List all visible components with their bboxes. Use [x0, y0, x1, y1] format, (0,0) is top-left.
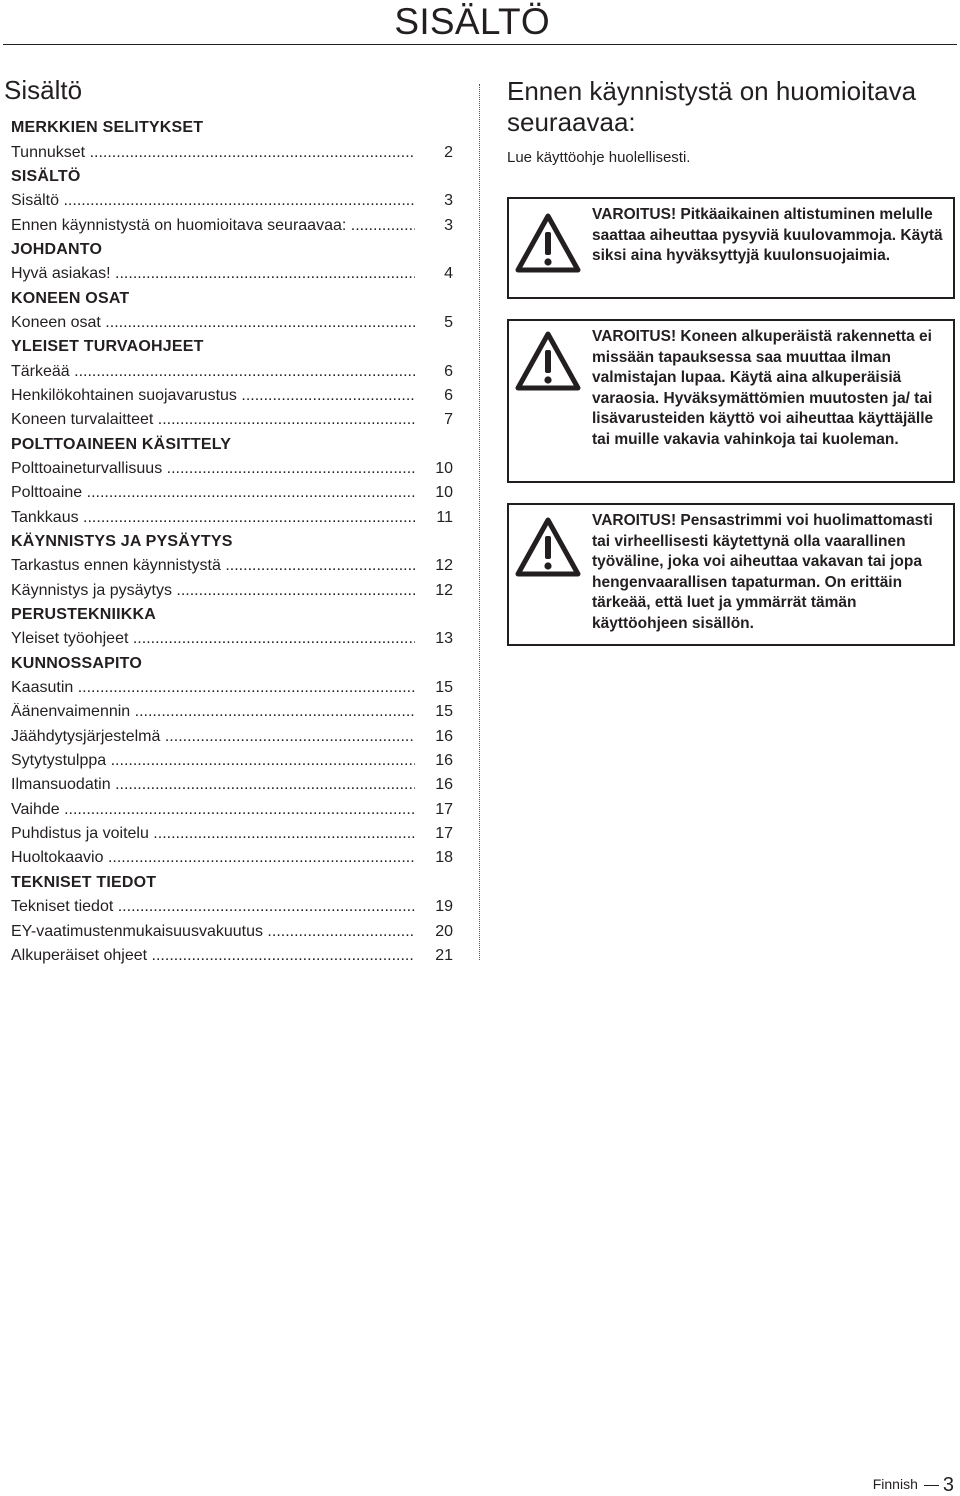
toc-section-label: KÄYNNISTYS JA PYSÄYTYS: [11, 533, 233, 551]
toc-entry-label: Polttoaine .....: [11, 484, 415, 502]
warning-text: VAROITUS! Pitkäaikainen altistuminen melulle saattaa aiheuttaa pysyviä kuulovammoja. Käytä siksi aina hyväksyttyjä kuulonsuojaimia.: [592, 206, 943, 265]
toc-page-number: 3: [444, 216, 453, 234]
warning-triangle-icon: [515, 331, 581, 391]
toc-page-number: 5: [444, 313, 453, 331]
toc-entry: [11, 481, 456, 505]
toc-entry-label: Tunnukset .....: [11, 144, 415, 162]
toc-section-heading: [11, 116, 456, 140]
toc-page-number: 15: [435, 679, 453, 697]
toc-section-label: POLTTOAINEEN KÄSITTELY: [11, 435, 232, 453]
pre-start-section: [507, 76, 957, 168]
toc-section-heading: [11, 238, 456, 262]
toc-page-number: 18: [435, 849, 453, 867]
toc-entry: [11, 213, 456, 237]
toc-page-number: 15: [435, 703, 453, 721]
toc-page-number: 6: [444, 386, 453, 404]
toc-page-number: 7: [444, 411, 453, 429]
toc-page-number: 12: [435, 581, 453, 599]
toc-entry-label: Puhdistus ja voitelu .....: [11, 825, 415, 843]
toc-entry: [11, 700, 456, 724]
toc-entry-label: Hyvä asiakas! .....: [11, 265, 415, 283]
toc-entry-label: Ennen käynnistystä on huomioitava seuraavaa: .....: [11, 217, 415, 235]
toc-entry: [11, 311, 456, 335]
warning-text: VAROITUS! Pensastrimmi voi huolimattomasti tai virheellisesti käytettynä olla vaarallinen työväline, joka voi aiheuttaa vakavan tai jopa hengenvaarallisen tapaturman. On erittäin tärkeää, että luet ja ymmärrät tämän käyttöohjeen sisällön.: [592, 512, 933, 632]
toc-entry-label: Tarkastus ennen käynnistystä .....: [11, 557, 415, 575]
toc-entry-label: Yleiset työohjeet .....: [11, 630, 415, 648]
toc-page-number: 10: [435, 459, 453, 477]
toc-entry: [11, 359, 456, 383]
toc-page-number: 16: [435, 776, 453, 794]
toc-entry-label: Ilmansuodatin .....: [11, 776, 415, 794]
toc-entry-label: Sytytystulppa .....: [11, 752, 415, 770]
toc-title: Sisältö: [4, 75, 83, 105]
toc-page-number: 17: [435, 825, 453, 843]
toc-page-number: 19: [435, 898, 453, 916]
toc-page-number: 10: [435, 484, 453, 502]
toc-entry: [11, 749, 456, 773]
footer-language: Finnish: [872, 1476, 918, 1492]
toc-page-number: 4: [444, 265, 453, 283]
toc-section-heading: [11, 871, 456, 895]
toc-entry-label: Henkilökohtainen suojavarustus .....: [11, 387, 415, 405]
toc-section-heading: [11, 530, 456, 554]
toc-entry: [11, 895, 456, 919]
table-of-contents: [4, 72, 456, 968]
page-header-title: SISÄLTÖ: [394, 1, 550, 42]
toc-entry: [11, 798, 456, 822]
warning-box-modifications: [507, 319, 955, 483]
toc-entry: [11, 384, 456, 408]
footer-dash: [924, 1485, 939, 1486]
toc-page-number: 21: [435, 946, 453, 964]
toc-entry: [11, 408, 456, 432]
toc-entry-label: Vaihde .....: [11, 801, 415, 819]
toc-entry: [11, 457, 456, 481]
toc-entry: [11, 579, 456, 603]
toc-entry: [11, 822, 456, 846]
toc-entry: [11, 627, 456, 651]
toc-entry: [11, 773, 456, 797]
toc-entry-label: Koneen osat .....: [11, 314, 415, 332]
toc-entry-label: Koneen turvalaitteet .....: [11, 411, 415, 429]
toc-entry: [11, 140, 456, 164]
toc-page-number: 17: [435, 800, 453, 818]
toc-entry: [11, 944, 456, 968]
toc-section-heading: [11, 165, 456, 189]
toc-section-heading: [11, 335, 456, 359]
toc-page-number: 16: [435, 727, 453, 745]
toc-page-number: 12: [435, 557, 453, 575]
toc-entry-label: Polttoaineturvallisuus .....: [11, 460, 415, 478]
toc-entry: [11, 506, 456, 530]
toc-entry-label: Tekniset tiedot .....: [11, 898, 415, 916]
toc-entry-label: Äänenvaimennin .....: [11, 703, 415, 721]
toc-section-heading: [11, 286, 456, 310]
toc-section-label: YLEISET TURVAOHJEET: [11, 338, 204, 356]
toc-entry-label: Tärkeää .....: [11, 363, 415, 381]
toc-section-label: KONEEN OSAT: [11, 289, 130, 307]
toc-page-number: 2: [444, 143, 453, 161]
toc-section-label: KUNNOSSAPITO: [11, 654, 143, 672]
intro-text: Lue käyttöohje huolellisesti.: [507, 149, 691, 166]
toc-section-label: PERUSTEKNIIKKA: [11, 606, 157, 624]
toc-section-heading: [11, 652, 456, 676]
toc-page-number: 20: [435, 922, 453, 940]
warning-triangle-icon: [515, 517, 581, 577]
toc-entry-label: Jäähdytysjärjestelmä .....: [11, 728, 415, 746]
toc-entry: [11, 676, 456, 700]
toc-page-number: 16: [435, 752, 453, 770]
warning-triangle-icon: [515, 213, 581, 273]
toc-entry: [11, 554, 456, 578]
toc-entry-label: Alkuperäiset ohjeet .....: [11, 947, 415, 965]
toc-entry: [11, 846, 456, 870]
toc-page-number: 3: [444, 192, 453, 210]
header-rule: [3, 44, 957, 45]
toc-page-number: 13: [435, 630, 453, 648]
pre-start-title: Ennen käynnistystä on huomioitava seuraavaa:: [507, 76, 917, 137]
toc-section-heading: [11, 432, 456, 456]
toc-entry-label: Käynnistys ja pysäytys .....: [11, 582, 415, 600]
warning-text: VAROITUS! Koneen alkuperäistä rakennetta ei missään tapauksessa saa muuttaa ilman valmistajan lupaa. Käytä aina alkuperäisiä varaosia. Hyväksymättömien muutosten ja/ tai lisävarusteiden käyttö voi aiheuttaa käyttäjälle tai muille vakavia vahinkoja tai kuoleman.: [592, 328, 934, 448]
toc-entry: [11, 919, 456, 943]
toc-entry-label: Huoltokaavio .....: [11, 849, 415, 867]
toc-entry: [11, 189, 456, 213]
toc-page-number: 6: [444, 362, 453, 380]
page-footer: [873, 1474, 954, 1495]
warning-box-hazard: [507, 503, 955, 646]
toc-section-label: TEKNISET TIEDOT: [11, 873, 157, 891]
toc-entry-label: Kaasutin .....: [11, 679, 415, 697]
column-divider: [479, 84, 480, 960]
toc-entry-label: Tankkaus .....: [11, 509, 415, 527]
toc-entry-label: Sisältö .....: [11, 192, 415, 210]
toc-section-label: MERKKIEN SELITYKSET: [11, 119, 204, 137]
footer-page-number: 3: [942, 1474, 954, 1496]
toc-section-label: SISÄLTÖ: [11, 167, 81, 185]
toc-entry-label: EY-vaatimustenmukaisuusvakuutus .....: [11, 923, 415, 941]
toc-entry: [11, 725, 456, 749]
toc-list: [4, 116, 456, 968]
toc-page-number: 11: [436, 508, 453, 526]
toc-entry: [11, 262, 456, 286]
toc-section-label: JOHDANTO: [11, 240, 103, 258]
warning-box-hearing: [507, 197, 955, 299]
toc-section-heading: [11, 603, 456, 627]
